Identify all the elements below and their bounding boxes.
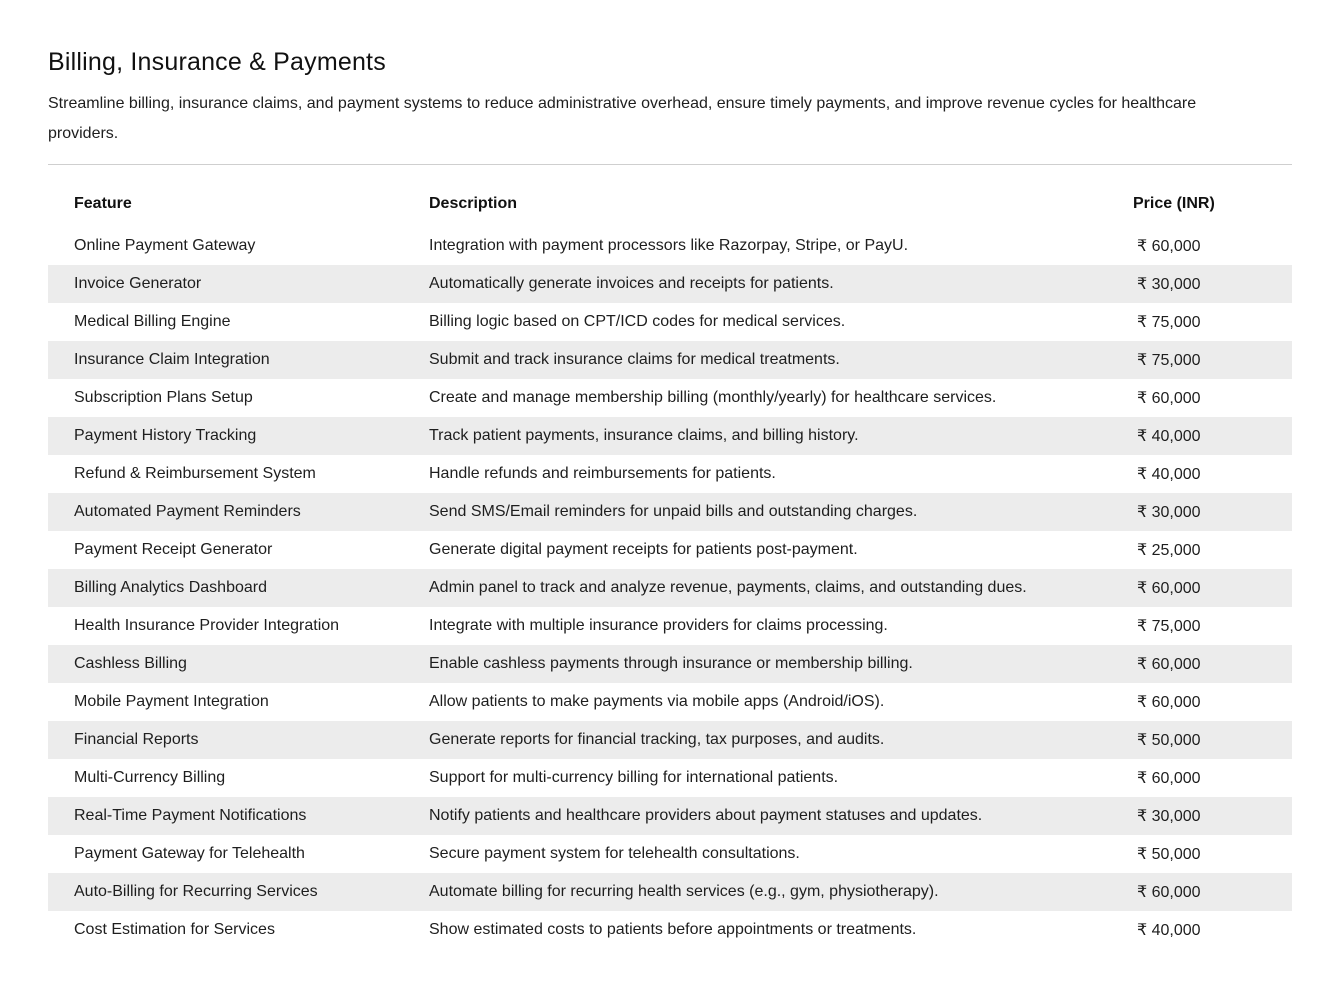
table-row	[48, 759, 1292, 797]
price-cell: ₹ 40,000	[1137, 922, 1201, 939]
feature-cell: Real-Time Payment Notifications	[48, 797, 403, 835]
table-row	[48, 379, 1292, 417]
feature-cell: Refund & Reimbursement System	[74, 465, 316, 482]
section-description: Streamline billing, insurance claims, and payment systems to reduce administrative overhead, ensure timely payments, and improve revenue cycles for healthcare providers.	[48, 95, 1197, 142]
table-row	[48, 531, 1292, 569]
table-row	[48, 569, 1292, 607]
description-cell: Notify patients and healthcare providers about payment statuses and updates.	[403, 797, 1133, 835]
header-feature: Feature	[74, 195, 132, 212]
description-cell: Show estimated costs to patients before appointments or treatments.	[429, 921, 917, 938]
table-body	[48, 227, 1292, 949]
feature-cell: Cashless Billing	[48, 645, 403, 683]
table-row	[48, 797, 1292, 835]
description-cell: Admin panel to track and analyze revenue, payments, claims, and outstanding dues.	[403, 569, 1133, 607]
feature-cell: Insurance Claim Integration	[48, 341, 403, 379]
table-row	[48, 607, 1292, 645]
description-cell: Support for multi-currency billing for international patients.	[429, 769, 839, 786]
price-cell: ₹ 60,000	[1137, 238, 1201, 255]
description-cell: Track patient payments, insurance claims, and billing history.	[403, 417, 1133, 455]
feature-cell: Billing Analytics Dashboard	[48, 569, 403, 607]
description-cell: Automatically generate invoices and receipts for patients.	[403, 265, 1133, 303]
feature-cell: Health Insurance Provider Integration	[74, 617, 340, 634]
feature-cell: Automated Payment Reminders	[48, 493, 403, 531]
price-cell: ₹ 60,000	[1137, 694, 1201, 711]
price-cell: ₹ 75,000	[1133, 341, 1292, 379]
price-cell: ₹ 40,000	[1133, 417, 1292, 455]
price-cell: ₹ 75,000	[1137, 314, 1201, 331]
description-cell: Submit and track insurance claims for medical treatments.	[403, 341, 1133, 379]
feature-cell: Auto-Billing for Recurring Services	[48, 873, 403, 911]
table-row	[48, 303, 1292, 341]
price-cell: ₹ 75,000	[1137, 618, 1201, 635]
table-row	[48, 227, 1292, 265]
table-row	[48, 341, 1292, 379]
feature-cell: Online Payment Gateway	[74, 237, 256, 254]
feature-cell: Invoice Generator	[48, 265, 403, 303]
price-cell: ₹ 30,000	[1133, 265, 1292, 303]
description-cell: Handle refunds and reimbursements for patients.	[429, 465, 776, 482]
table-row	[48, 835, 1292, 873]
price-cell: ₹ 60,000	[1133, 645, 1292, 683]
description-cell: Generate reports for financial tracking, tax purposes, and audits.	[403, 721, 1133, 759]
price-cell: ₹ 60,000	[1137, 390, 1201, 407]
description-cell: Send SMS/Email reminders for unpaid bills and outstanding charges.	[403, 493, 1133, 531]
table-row	[48, 683, 1292, 721]
price-cell: ₹ 30,000	[1133, 493, 1292, 531]
price-cell: ₹ 30,000	[1133, 797, 1292, 835]
description-cell: Enable cashless payments through insurance or membership billing.	[403, 645, 1133, 683]
feature-cell: Cost Estimation for Services	[74, 921, 275, 938]
pricing-table	[48, 185, 1292, 949]
table-row	[48, 721, 1292, 759]
feature-cell: Financial Reports	[48, 721, 403, 759]
feature-cell: Payment History Tracking	[48, 417, 403, 455]
section-title: Billing, Insurance & Payments	[48, 48, 386, 76]
table-row	[48, 645, 1292, 683]
price-cell: ₹ 60,000	[1133, 873, 1292, 911]
price-cell: ₹ 60,000	[1133, 569, 1292, 607]
price-cell: ₹ 50,000	[1133, 721, 1292, 759]
description-cell: Integrate with multiple insurance providers for claims processing.	[429, 617, 888, 634]
feature-cell: Multi-Currency Billing	[74, 769, 226, 786]
description-cell: Secure payment system for telehealth consultations.	[429, 845, 800, 862]
description-cell: Generate digital payment receipts for patients post-payment.	[429, 541, 858, 558]
feature-cell: Medical Billing Engine	[74, 313, 231, 330]
description-cell: Allow patients to make payments via mobile apps (Android/iOS).	[429, 693, 885, 710]
table-header-row	[48, 185, 1292, 227]
price-cell: ₹ 60,000	[1137, 770, 1201, 787]
table-row	[48, 455, 1292, 493]
description-cell: Integration with payment processors like Razorpay, Stripe, or PayU.	[429, 237, 909, 254]
table-row	[48, 493, 1292, 531]
feature-cell: Mobile Payment Integration	[74, 693, 269, 710]
price-cell: ₹ 25,000	[1137, 542, 1201, 559]
header-price: Price (INR)	[1133, 195, 1215, 212]
header-description: Description	[429, 195, 518, 212]
table-row	[48, 873, 1292, 911]
table-row	[48, 417, 1292, 455]
description-cell: Billing logic based on CPT/ICD codes for medical services.	[429, 313, 846, 330]
feature-cell: Subscription Plans Setup	[74, 389, 253, 406]
table-row	[48, 911, 1292, 949]
divider	[48, 164, 1292, 165]
description-cell: Create and manage membership billing (monthly/yearly) for healthcare services.	[429, 389, 997, 406]
price-cell: ₹ 40,000	[1137, 466, 1201, 483]
price-cell: ₹ 50,000	[1137, 846, 1201, 863]
table-row	[48, 265, 1292, 303]
description-cell: Automate billing for recurring health services (e.g., gym, physiotherapy).	[403, 873, 1133, 911]
feature-cell: Payment Receipt Generator	[74, 541, 273, 558]
feature-cell: Payment Gateway for Telehealth	[74, 845, 305, 862]
